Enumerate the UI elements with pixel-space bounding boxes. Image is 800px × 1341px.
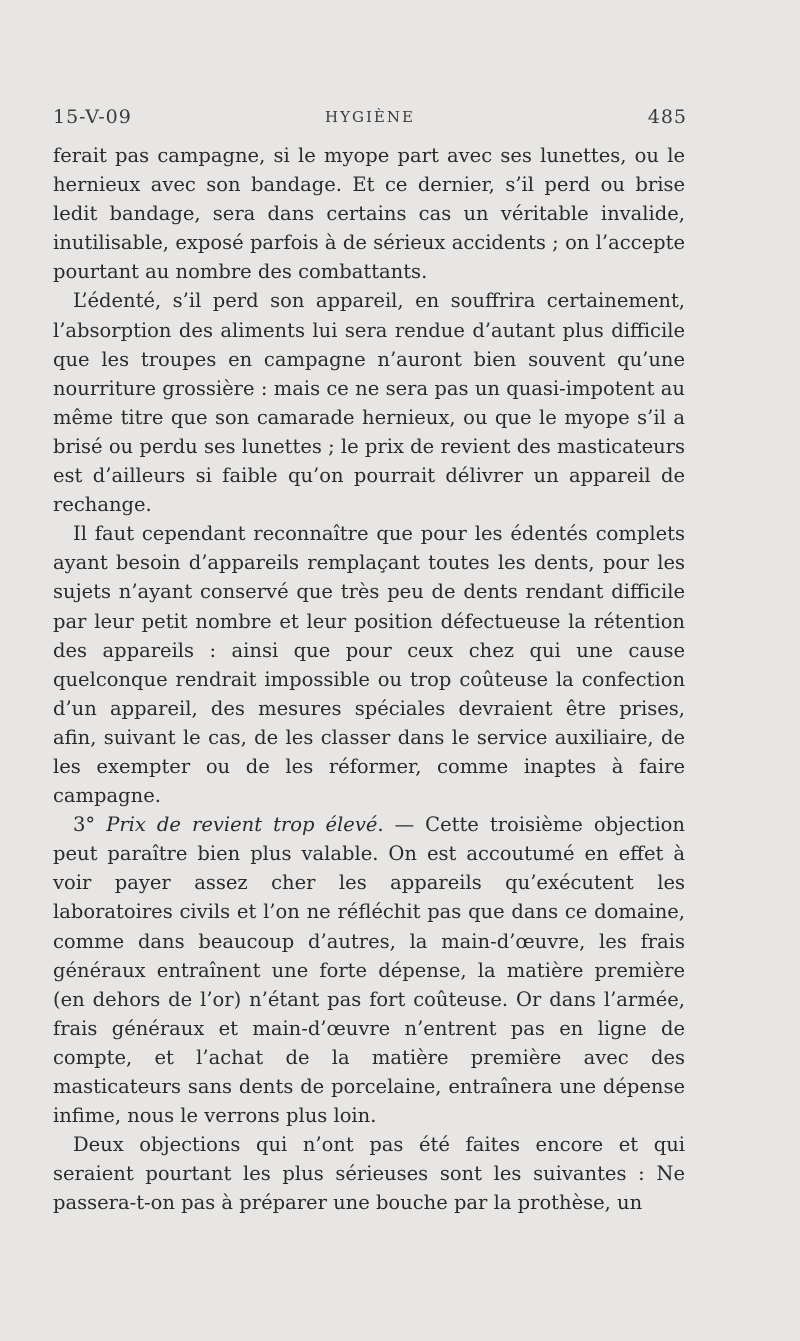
paragraph-5: Deux objections qui n’ont pas été faites encore et qui seraient pourtant les plus sérieuses sont les suivantes : Ne passera-t-on pas à préparer une bouche par la prothèse, un bbox=[53, 1133, 685, 1215]
section-number: 3° bbox=[73, 813, 96, 837]
page-number: 485 bbox=[647, 106, 687, 128]
paragraph-4 bbox=[53, 810, 685, 1130]
body-text bbox=[53, 141, 685, 1217]
running-head bbox=[53, 106, 687, 136]
paragraph-1: ferait pas campagne, si le myope part avec ses lunettes, ou le hernieux avec son bandage. Et ce dernier, s’il perd ou brise ledit bandage, sera dans certains cas un véritable invalide, inutilisable, exposé parfois à de sérieux accidents ; on l’accepte pourtant au nombre des combattants. bbox=[53, 144, 685, 284]
paragraph-2: L’édenté, s’il perd son appareil, en souffrira certainement, l’absorption des aliments lui sera rendue d’autant plus difficile que les troupes en campagne n’auront bien souvent qu’une nourriture grossière : mais ce ne sera pas un quasi-impotent au même titre que son camarade hernieux, ou que le myope s’il a brisé ou perdu ses lunettes ; le prix de revient des masticateurs est d’ailleurs si faible qu’on pourrait délivrer un appareil de rechange. bbox=[53, 289, 685, 517]
section-title: HYGIÈNE bbox=[325, 108, 415, 126]
issue-date: 15-V-09 bbox=[53, 106, 132, 128]
paragraph-4-text: — Cette troisième objection peut paraître bien plus valable. On est accoutumé en effet à voir payer assez cher les appareils qu’exécutent les laboratoires civils et l’on ne réfléchit pas que dans ce domaine, comme dans beaucoup d’autres, la main-d’œuvre, les frais généraux entraînent une forte dépense, la matière première (en dehors de l’or) n’étant pas fort coûteuse. Or dans l’armée, frais généraux et main-d’œuvre n’entrent pas en ligne de compte, et l’achat de la matière première avec des masticateurs sans dents de porcelaine, entraînera une dépense infime, nous le verrons plus loin. bbox=[53, 813, 685, 1128]
section-heading: Prix de revient trop élevé. bbox=[106, 813, 384, 837]
paragraph-3: Il faut cependant reconnaître que pour les édentés complets ayant besoin d’appareils remplaçant toutes les dents, pour les sujets n’ayant conservé que très peu de dents rendant difficile par leur petit nombre et leur position défectueuse la rétention des appareils : ainsi que pour ceux chez qui une cause quelconque rendrait impossible ou trop coûteuse la confection d’un appareil, des mesures spéciales devraient être prises, afin, suivant le cas, de les classer dans le service auxiliaire, de les exempter ou de les réformer, comme inaptes à faire campagne. bbox=[53, 522, 685, 808]
